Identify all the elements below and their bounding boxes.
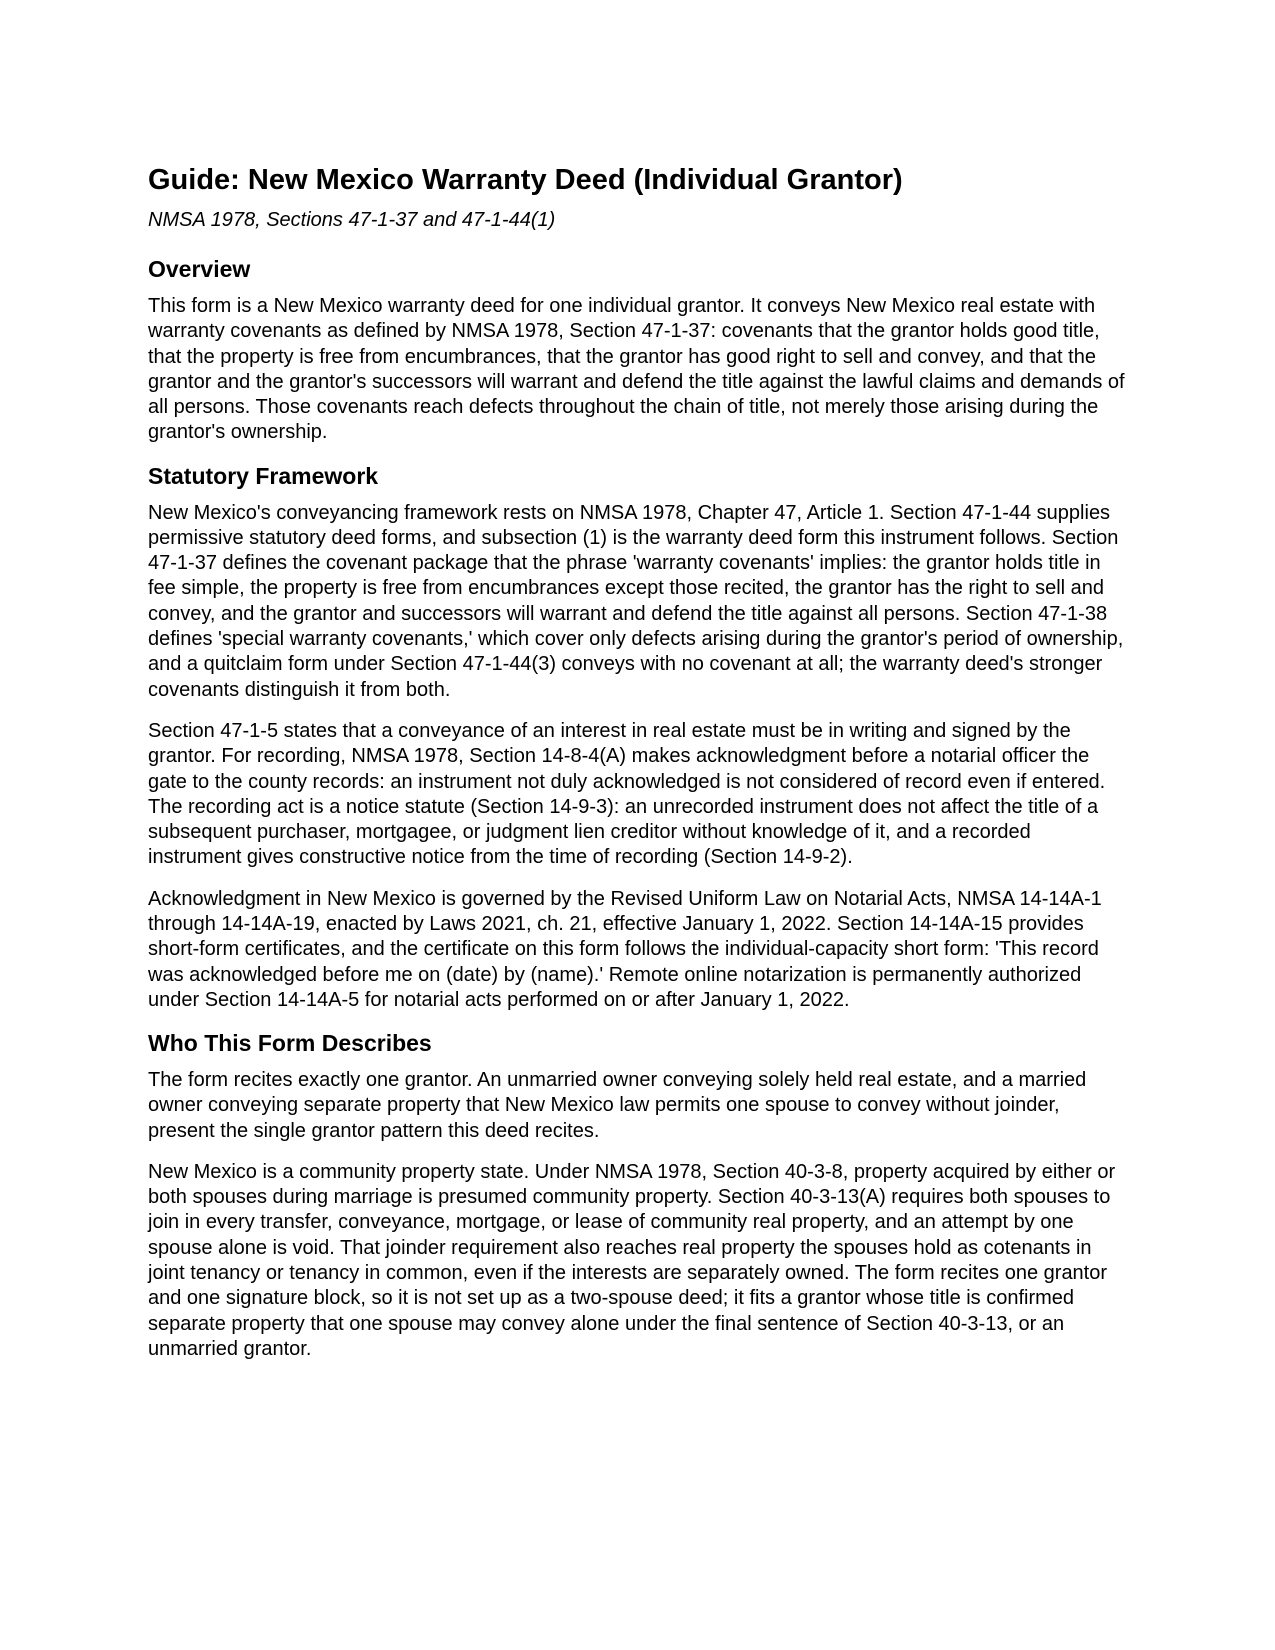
section-who-this-form-describes — [148, 1029, 1128, 1362]
document-title: Guide: New Mexico Warranty Deed (Individual Grantor) — [148, 164, 903, 196]
section-statutory-framework — [148, 462, 1128, 1013]
document-page — [148, 162, 1128, 1378]
paragraph: The form recites exactly one grantor. An unmarried owner conveying solely held real estate, and a married owner conveying separate property that New Mexico law permits one spouse to convey without joinder, present the single grantor pattern this deed recites. — [148, 1068, 1087, 1142]
paragraph: This form is a New Mexico warranty deed for one individual grantor. It conveys New Mexico real estate with warranty covenants as defined by NMSA 1978, Section 47-1-37: covenants that the grantor holds good title, that the property is free from encumbrances, that the grantor has good right to sell and convey, and that the grantor and the grantor's successors will warrant and defend the title against the lawful claims and demands of all persons. Those covenants reach defects throughout the chain of title, not merely those arising during the grantor's ownership. — [148, 295, 1125, 444]
section-heading: Statutory Framework — [148, 462, 379, 489]
paragraph: Acknowledgment in New Mexico is governed by the Revised Uniform Law on Notarial Acts, NMSA 14-14A-1 through 14-14A-19, enacted by Laws 2021, ch. 21, effective January 1, 2022. Section 14-14A-15 provides short-form certificates, and the certificate on this form follows the individual-capacity short form: 'This record was acknowledged before me on (date) by (name).' Remote online notarization is permanently authorized under Section 14-14A-5 for notarial acts performed on or after January 1, 2022. — [148, 887, 1102, 1011]
statute-citation: NMSA 1978, Sections 47-1-37 and 47-1-44(1) — [148, 209, 556, 232]
section-overview — [148, 255, 1128, 446]
paragraph: New Mexico is a community property state. Under NMSA 1978, Section 40-3-8, property acquired by either or both spouses during marriage is presumed community property. Section 40-3-13(A) requires both spouses to join in every transfer, conveyance, mortgage, or lease of community real property, and an attempt by one spouse alone is void. That joinder requirement also reaches real property the spouses hold as cotenants in joint tenancy or tenancy in common, even if the interests are separately owned. The form recites one grantor and one signature block, so it is not set up as a two-spouse deed; it fits a grantor whose title is confirmed separate property that one spouse may convey alone under the final sentence of Section 40-3-13, or an unmarried grantor. — [148, 1160, 1116, 1360]
section-heading: Overview — [148, 256, 251, 283]
paragraph: Section 47-1-5 states that a conveyance of an interest in real estate must be in writing and signed by the grantor. For recording, NMSA 1978, Section 14-8-4(A) makes acknowledgment before a notarial officer the gate to the county records: an instrument not duly acknowledged is not considered of record even if entered. The recording act is a notice statute (Section 14-9-3): an unrecorded instrument does not affect the title of a subsequent purchaser, mortgagee, or judgment lien creditor without knowledge of it, and a recorded instrument gives constructive notice from the time of recording (Section 14-9-2). — [148, 719, 1106, 869]
paragraph: New Mexico's conveyancing framework rests on NMSA 1978, Chapter 47, Article 1. Section 47-1-44 supplies permissive statutory deed forms, and subsection (1) is the warranty deed form this instrument follows. Section 47-1-37 defines the covenant package that the phrase 'warranty covenants' implies: the grantor holds title in fee simple, the property is free from encumbrances except those recited, the grantor has the right to sell and convey, and the grantor and successors will warrant and defend the title against all persons. Section 47-1-38 defines 'special warranty covenants,' which cover only defects arising during the grantor's period of ownership, and a quitclaim form under Section 47-1-44(3) conveys with no covenant at all; the warranty deed's stronger covenants distinguish it from both. — [148, 501, 1124, 701]
section-heading: Who This Form Describes — [148, 1030, 432, 1057]
